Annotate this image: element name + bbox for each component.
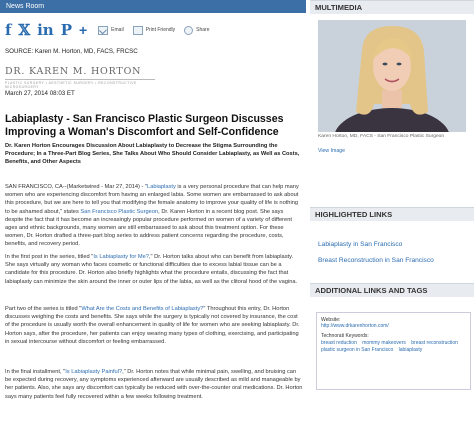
portrait-image[interactable]	[318, 20, 466, 132]
print-friendly-button[interactable]	[133, 26, 175, 35]
paragraph-3: Part two of the series is titled "What Are the Costs and Benefits of Labiaplasty?" Throughout this entry, Dr. Horton discusses weighing the costs and benefits. She says while the surgery is typically not covered by insurance, the cost of the procedure is usually worth the overall enhancement in quality of life for women who are seeking labiaplasty. Dr. Horton says, after the procedure, her patients can enjoy wearing many types of clothing, exercising, and participating in sexual intercourse without discomfort or feeling embarrassed.	[5, 306, 300, 345]
paragraph-2: In the first post in the series, titled "Is Labiaplasty for Me?," Dr. Horton talks about who can benefit from labiaplasty. She says virtually any woman who faces cosmetic or functional difficulties due to excess labial tissue can be a candidate for this procedure. Dr. Horton also briefly highlights what the procedure entails, discussing the fact that labiaplasty can minimize the skin around the inner or outer lips of the labia, as well as the clitoral hood of the vagina.	[5, 254, 298, 285]
is-labiaplasty-painful-link[interactable]: Is Labiaplasty Painful?	[65, 369, 123, 375]
logo-divider	[5, 79, 155, 80]
news-room-label: News Room	[6, 3, 45, 10]
logo-name: DR. KAREN M. HORTON	[5, 66, 142, 77]
highlighted-links-heading: HIGHLIGHTED LINKS	[310, 207, 474, 221]
labiaplasty-sf-link[interactable]: Labiaplasty in San Francisco	[318, 241, 403, 248]
paragraph-4: In the final installment, "Is Labiaplasty Painful?," Dr. Horton notes that while minimal pain, swelling, and bruising can be expected during recovery, any symptoms experienced afterward are usually described as mild and manageable by her patients. Also, she says any discomfort can typically be reduced with over-the-counter oral medications. Dr. Horton says many patients feel fully recovered within a few weeks following treatment.	[5, 369, 303, 400]
source-line: SOURCE: Karen M. Horton, MD, FACS, FRCSC	[5, 48, 138, 55]
printer-icon	[133, 26, 143, 35]
breast-reconstruction-sf-link[interactable]: Breast Reconstruction in San Francisco	[318, 257, 434, 264]
portrait-illustration	[318, 20, 466, 132]
tag-mommy-makeovers[interactable]: mommy makeovers	[362, 340, 406, 346]
news-room-bar[interactable]	[0, 0, 306, 13]
company-logo	[5, 66, 165, 88]
article-headline: Labiaplasty - San Francisco Plastic Surgeon Discusses Improving a Woman's Discomfort and Self-Confidence	[5, 113, 284, 138]
facebook-icon[interactable]: f	[5, 20, 12, 39]
email-button[interactable]	[98, 26, 124, 35]
envelope-icon	[98, 26, 108, 35]
tag-labiaplasty[interactable]: labiaplasty	[398, 346, 423, 353]
website-link[interactable]: http://www.drkarenhorton.com/	[321, 323, 389, 329]
share-icon	[184, 26, 193, 35]
email-label: Email	[111, 27, 124, 33]
logo-subtitle: PLASTIC SURGERY • AESTHETIC SURGERY • RECONSTRUCTIVE MICROSURGERY	[5, 81, 137, 89]
share-label: Share	[196, 27, 210, 33]
share-button[interactable]	[184, 26, 209, 35]
tag-list	[321, 340, 466, 354]
release-date: March 27, 2014 08:03 ET	[5, 90, 75, 97]
additional-links-heading: ADDITIONAL LINKS AND TAGS	[310, 283, 474, 297]
linkedin-icon[interactable]: in	[37, 20, 54, 39]
portrait-caption: Karen Horton, MD, FACS - San Francisco Plastic Surgeon	[318, 134, 445, 139]
costs-benefits-link[interactable]: What Are the Costs and Benefits of Labiaplasty?	[81, 306, 204, 312]
pinterest-icon[interactable]: P	[60, 20, 72, 39]
twitter-icon[interactable]: 𝕏	[18, 20, 31, 39]
google-plus-icon[interactable]: +	[78, 22, 88, 38]
multimedia-heading: MULTIMEDIA	[310, 0, 474, 14]
labiaplasty-link[interactable]: Labiaplasty	[147, 184, 176, 190]
share-toolbar	[5, 18, 214, 42]
sf-plastic-surgeon-link[interactable]: San Francisco Plastic Surgeon	[80, 208, 159, 215]
article-subheadline: Dr. Karen Horton Encourages Discussion About Labiaplasty to Decrease the Stigma Surrounding the Procedure; In a Three-Part Blog Series, She Talks About Who Should Consider Labiaplasty, as Well as Costs, Benefits, and Other Aspects	[5, 143, 300, 165]
links-tags-box	[316, 312, 471, 390]
print-label: Print Friendly	[145, 27, 176, 33]
is-labiaplasty-for-me-link[interactable]: Is Labiaplasty for Me?	[93, 254, 149, 260]
view-image-link[interactable]: View Image	[318, 148, 346, 154]
sidebar	[310, 0, 474, 441]
tag-breast-reduction[interactable]: breast reduction	[321, 340, 357, 346]
website-label: Website:	[321, 317, 341, 323]
paragraph-1: SAN FRANCISCO, CA--(Marketwired - Mar 27, 2014) - "Labiaplasty is a very personal procedure that can help many women who are experiencing discomfort from having an enlarged labia. Some women are embarrassed to ask about this procedure, but we are here to tell you that modifying the female anatomy to improve your quality of life is nothing to be ashamed about," states San Francisco Plastic Surgeon, Dr. Karen Horton in a recent blog post. She says despite the fact that it has become an increasingly popular procedure performed on women of a variety of different ages and ethnic backgrounds, many women are still embarrassed to ask about this treatment option. For these women, Dr. Horton drafted a three-part blog series to address patient concerns regarding the procedure, costs, benefits, and recovery period.	[5, 184, 299, 248]
technorati-label: Technorati Keywords:	[321, 333, 369, 339]
tag-breast-reconstruction[interactable]: breast reconstruction	[411, 340, 458, 346]
tag-plastic-surgeon-sf[interactable]: plastic surgeon in San Francisco	[321, 346, 394, 353]
